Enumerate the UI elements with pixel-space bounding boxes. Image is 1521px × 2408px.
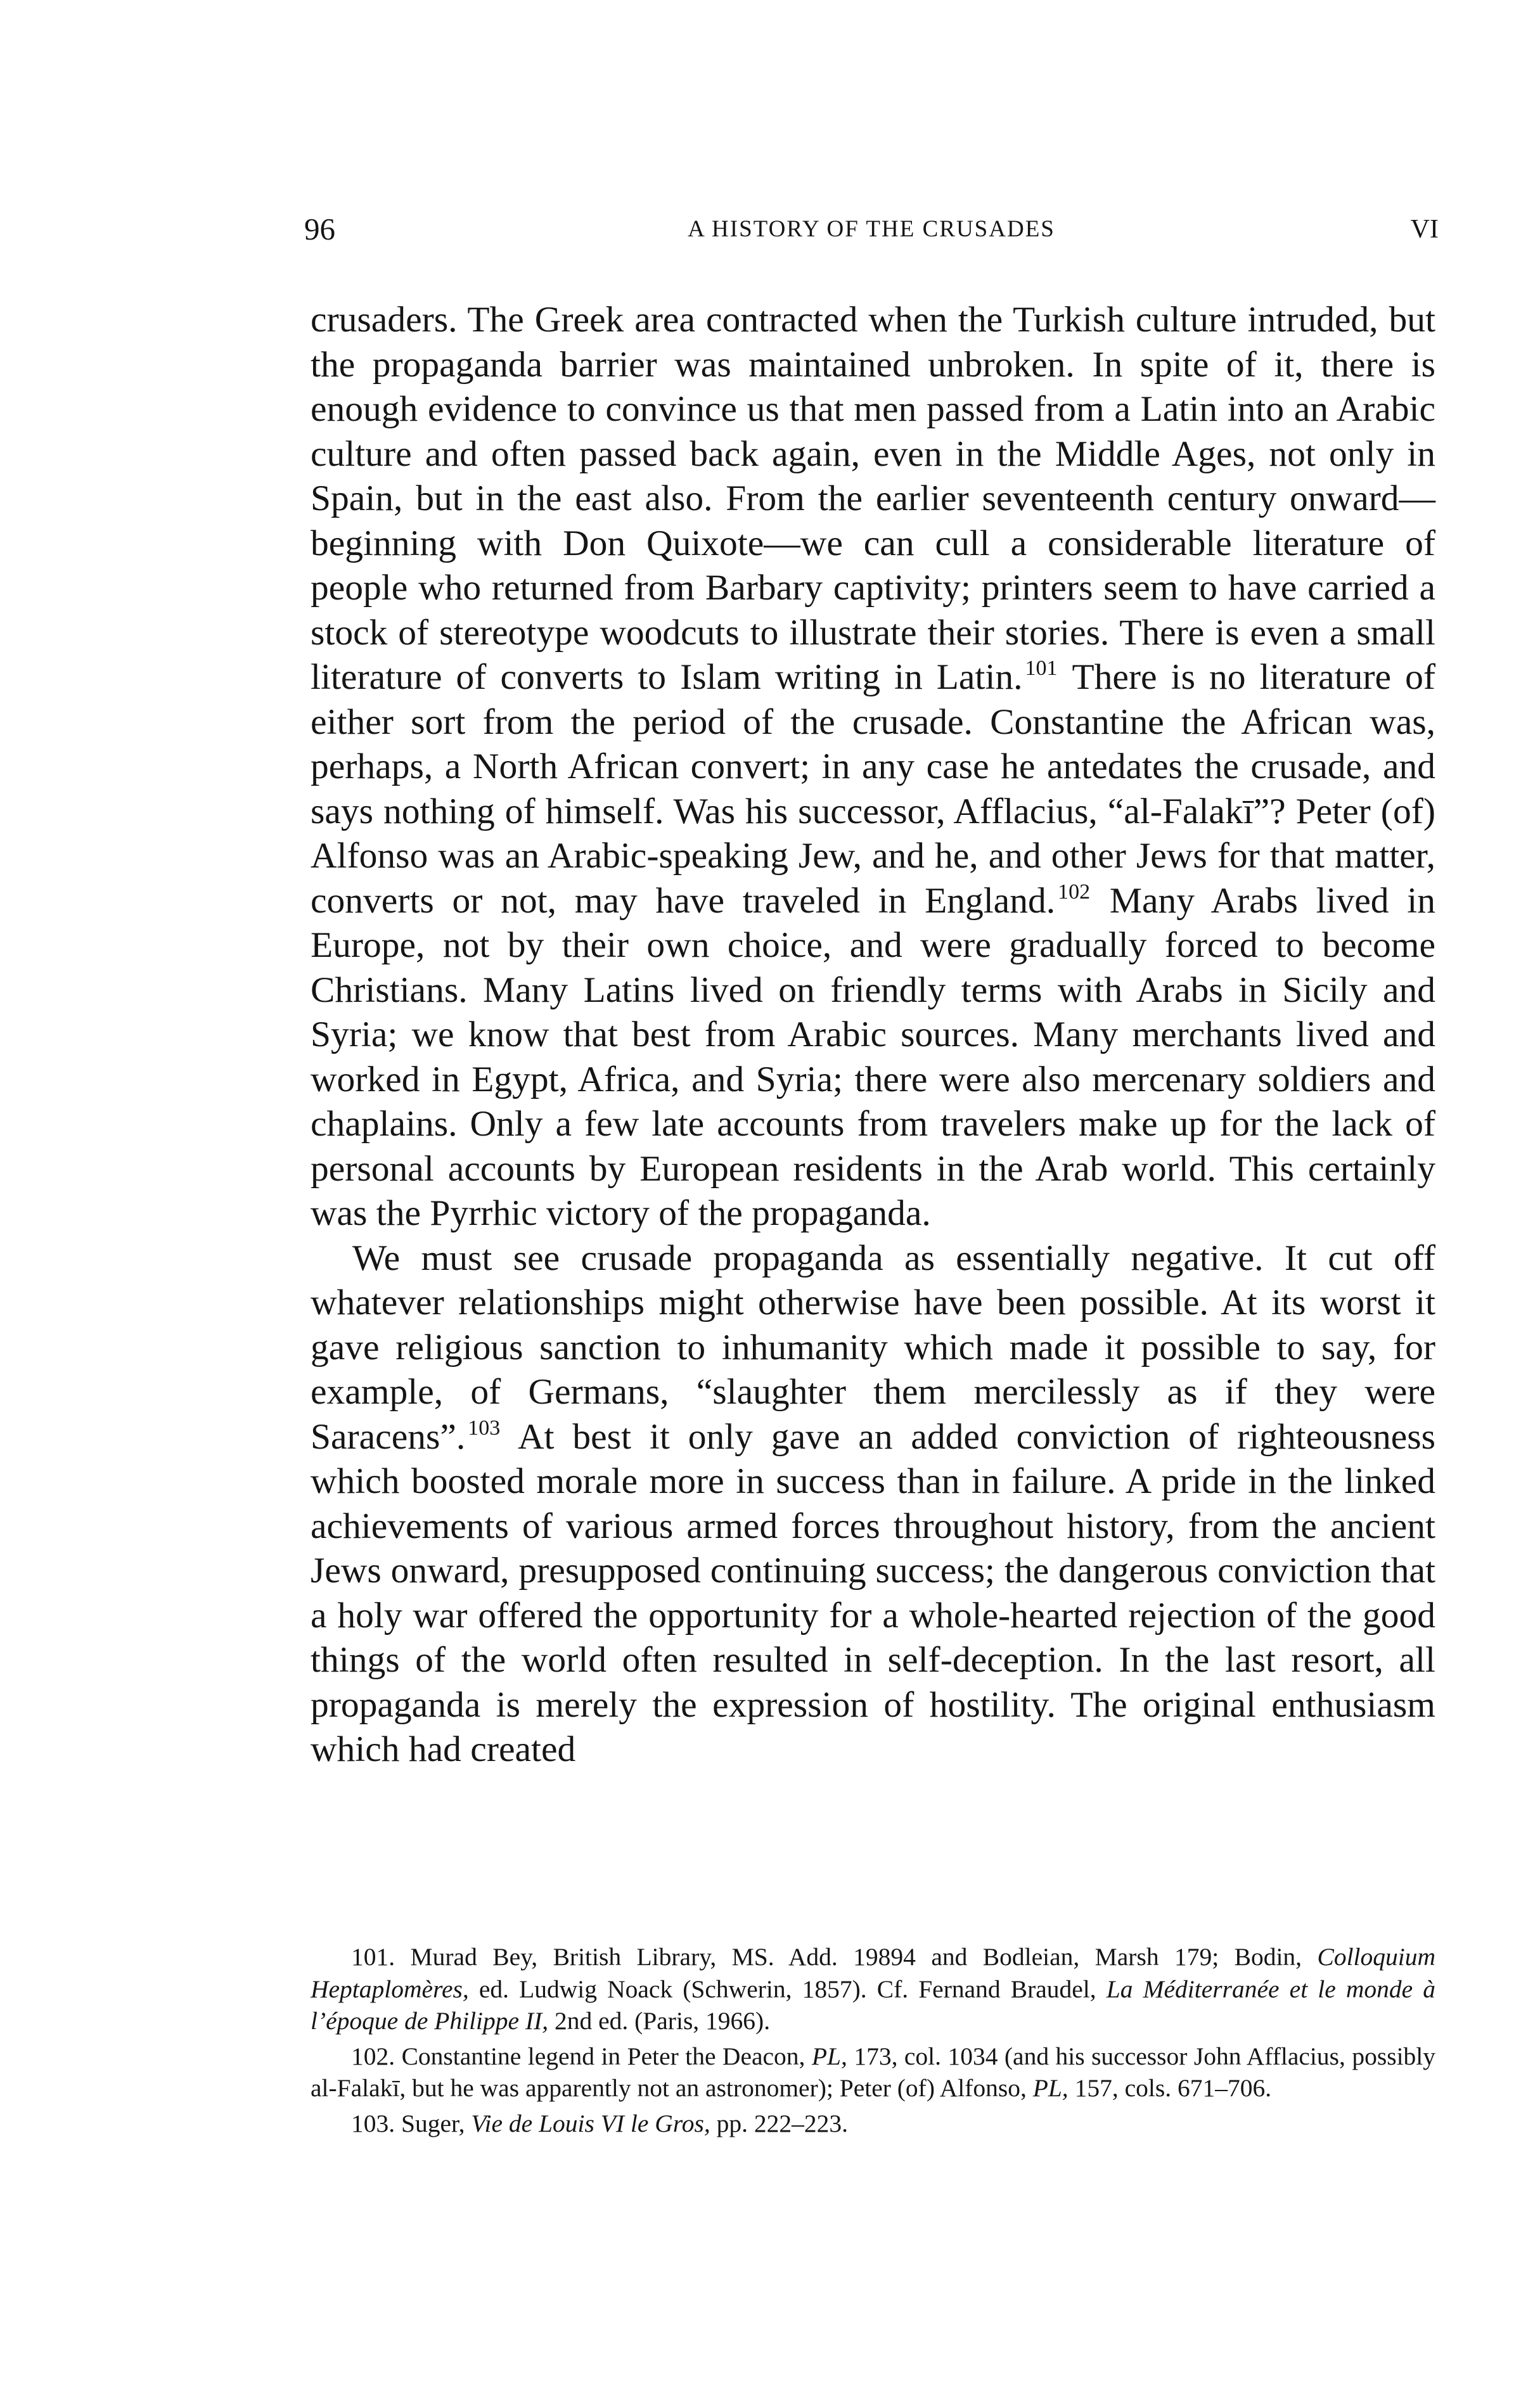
footnote-text: 173, col. 1034 (and his successor John Afflacius, possibly al-Falakī, but he was apparently not an astronomer); Peter (of) Alfonso,: [311, 2042, 1436, 2102]
footnote-text: 2nd ed. (Paris, 1966).: [555, 2007, 771, 2035]
footnote-number: 102.: [351, 2042, 395, 2070]
footnotes: [311, 1941, 1435, 2142]
footnote-title: Vie de Louis VI le Gros,: [471, 2109, 710, 2137]
text-segment: crusaders. The Greek area contracted when the Turkish culture intruded, but the propaganda barrier was maintained unbroken. In spite of it, there is enough evidence to convince us that men passed from a Latin into an Arabic culture and often passed back again, even in the Middle Ages, not only in Spain, but in the east also. From the earlier seventeenth century onward—beginning with Don Quixote—we can cull a considerable literature of people who returned from Barbary captivity; printers seem to have carried a stock of stereotype woodcuts to illustrate their stories. There is even a small literature of converts to Islam writing in Latin.: [311, 300, 1435, 697]
footnote-text: pp. 222–223.: [716, 2109, 848, 2137]
footnote-reference: 102: [1058, 880, 1091, 904]
paragraph-1: [311, 298, 1435, 1236]
text-segment: We must see crusade propaganda as essentially negative. It cut off whatever relationships might otherwise have been possible. At its worst it gave religious sanction to inhumanity which made it possible to say, for example, of Germans, “slaughter them mercilessly as if they were Saracens”.: [311, 1238, 1435, 1457]
page-number: 96: [304, 212, 335, 247]
footnote-103: [311, 2108, 1435, 2140]
footnote-reference: 103: [468, 1416, 501, 1440]
footnote-text: Murad Bey, British Library, MS. Add. 19894 and Bodleian, Marsh 179; Bodin,: [410, 1943, 1302, 1971]
footnote-101: [311, 1941, 1435, 2037]
footnote-102: [311, 2040, 1435, 2104]
footnote-title: PL,: [1032, 2074, 1069, 2102]
paragraph-2: [311, 1236, 1435, 1772]
running-title: A HISTORY OF THE CRUSADES: [688, 216, 1055, 242]
running-header: [304, 209, 1439, 250]
footnote-text: Constantine legend in Peter the Deacon,: [401, 2042, 805, 2070]
footnote-title: Colloquium Heptaplomères,: [311, 1943, 1436, 2003]
footnote-title: PL,: [811, 2042, 847, 2070]
text-segment: There is no literature of either sort from the period of the crusade. Constantine the African was, perhaps, a North African convert; in any case he antedates the crusade, and says nothing of himself. Was his successor, Afflacius, “al-Falakī”? Peter (of) Alfonso was an Arabic-speaking Jew, and he, and other Jews for that matter, converts or not, may have traveled in England.: [311, 657, 1436, 921]
footnote-text: 157, cols. 671–706.: [1074, 2074, 1272, 2102]
main-text: [311, 298, 1435, 1772]
footnote-text: Suger,: [401, 2109, 465, 2137]
text-segment: Many Arabs lived in Europe, not by their own choice, and were gradually forced to become Christians. Many Latins lived on friendly terms with Arabs in Sicily and Syria; we know that best from Arabic sources. Many merchants lived and worked in Egypt, Africa, and Syria; there were also mercenary soldiers and chaplains. Only a few late accounts from travelers make up for the lack of personal accounts by European residents in the Arab world. This certainly was the Pyrrhic victory of the propaganda.: [311, 880, 1435, 1233]
footnote-reference: 101: [1025, 656, 1058, 680]
footnote-number: 103.: [351, 2109, 395, 2137]
section-number: VI: [1410, 215, 1439, 244]
footnote-title: La Méditerranée et le monde à l’époque de Philippe II,: [311, 1975, 1436, 2035]
text-segment: At best it only gave an added conviction of righteousness which boosted morale more in success than in failure. A pride in the linked achievements of various armed forces throughout history, from the ancient Jews onward, presupposed continuing success; the dangerous conviction that a holy war offered the opportunity for a whole-hearted rejection of the good things of the world often resulted in self-deception. In the last resort, all propaganda is merely the expression of hostility. The original enthusiasm which had created: [311, 1416, 1435, 1769]
footnote-number: 101.: [351, 1943, 395, 1971]
footnote-text: ed. Ludwig Noack (Schwerin, 1857). Cf. Fernand Braudel,: [478, 1975, 1096, 2003]
